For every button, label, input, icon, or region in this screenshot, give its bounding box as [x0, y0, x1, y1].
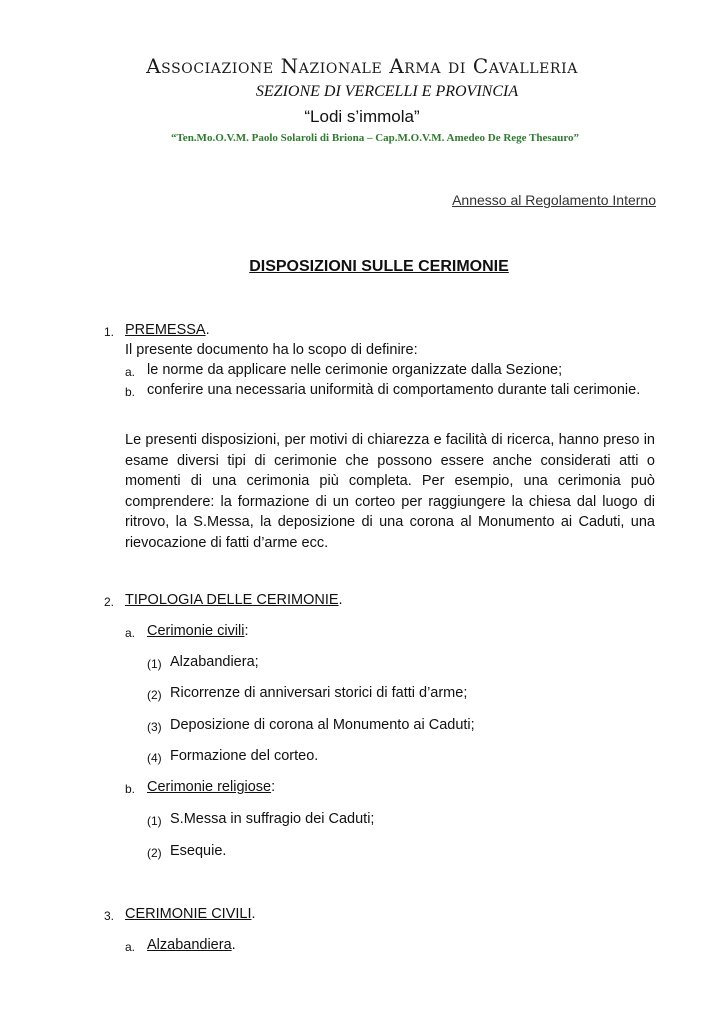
section-2a-item-2-marker: (2)	[147, 688, 162, 702]
section-1-item-b-marker: b.	[125, 385, 136, 399]
section-subtitle: SEZIONE DI VERCELLI E PROVINCIA	[255, 83, 519, 100]
section-1-item-b: conferire una necessaria uniformità di comportamento durante tali cerimonie.	[147, 382, 641, 398]
section-1-paragraph: Le presenti disposizioni, per motivi di chiarezza e facilità di ricerca, hanno preso in esame diversi tipi di cerimonie che possono essere anche considerati atti o momenti di una cerimonia più completa. Per esempio, una cerimonia può comprendere: la formazione di un corteo per raggiungere la chiesa dal luogo di ritrovo, la S.Messa, la deposizione di una corona al Monumento ai Caduti, una rievocazione di fatti d’arme ecc.	[125, 432, 655, 551]
dedication: “Ten.Mo.O.V.M. Paolo Solaroli di Briona – Cap.M.O.V.M. Amedeo De Rege Thesauro”	[170, 132, 580, 144]
section-2a-item-2: Ricorrenze di anniversari storici di fatti d’arme;	[170, 685, 468, 701]
section-1-number: 1.	[104, 325, 115, 339]
association-title: Associazione Nazionale Arma di Cavalleria	[146, 54, 578, 78]
motto: “Lodi s’immola”	[304, 107, 420, 126]
section-2a-item-3-marker: (3)	[147, 720, 162, 734]
section-2b-title-line: Cerimonie religiose:	[147, 779, 276, 795]
section-2a-item-4: Formazione del corteo.	[170, 748, 319, 764]
section-2a-item-1: Alzabandiera;	[170, 654, 259, 670]
section-2b-item-2: Esequie.	[170, 843, 227, 859]
section-2a-title-line: Cerimonie civili:	[147, 623, 249, 639]
section-2-number: 2.	[104, 595, 115, 609]
section-1-item-a-marker: a.	[125, 365, 136, 379]
section-3-title: CERIMONIE CIVILI	[125, 906, 252, 922]
annex-label: Annesso al Regolamento Interno	[452, 192, 656, 208]
section-2a-item-4-marker: (4)	[147, 751, 162, 765]
section-3-title-line: CERIMONIE CIVILI.	[125, 906, 256, 922]
section-2a-item-3: Deposizione di corona al Monumento ai Caduti;	[170, 717, 475, 733]
section-3a-marker: a.	[125, 940, 136, 954]
section-2a-item-1-marker: (1)	[147, 657, 162, 671]
section-2a-marker: a.	[125, 626, 136, 640]
document-heading: DISPOSIZIONI SULLE CERIMONIE	[249, 258, 509, 275]
section-2b-item-1: S.Messa in suffragio dei Caduti;	[170, 811, 375, 827]
section-3-number: 3.	[104, 909, 115, 923]
section-2-title-line: TIPOLOGIA DELLE CERIMONIE.	[125, 592, 343, 608]
section-2-title: TIPOLOGIA DELLE CERIMONIE	[125, 592, 339, 608]
section-2b-title: Cerimonie religiose	[147, 779, 272, 795]
section-3a-title-line: Alzabandiera.	[147, 937, 236, 953]
section-1-title: PREMESSA	[125, 322, 206, 338]
section-2b-marker: b.	[125, 782, 136, 796]
section-1-intro: Il presente documento ha lo scopo di definire:	[125, 342, 418, 358]
section-2b-item-2-marker: (2)	[147, 846, 162, 860]
section-1-title-line: PREMESSA.	[125, 322, 210, 338]
section-2b-item-1-marker: (1)	[147, 814, 162, 828]
section-3a-title: Alzabandiera	[147, 937, 232, 953]
section-1-item-a: le norme da applicare nelle cerimonie organizzate dalla Sezione;	[147, 362, 563, 378]
section-2a-title: Cerimonie civili	[147, 623, 245, 639]
